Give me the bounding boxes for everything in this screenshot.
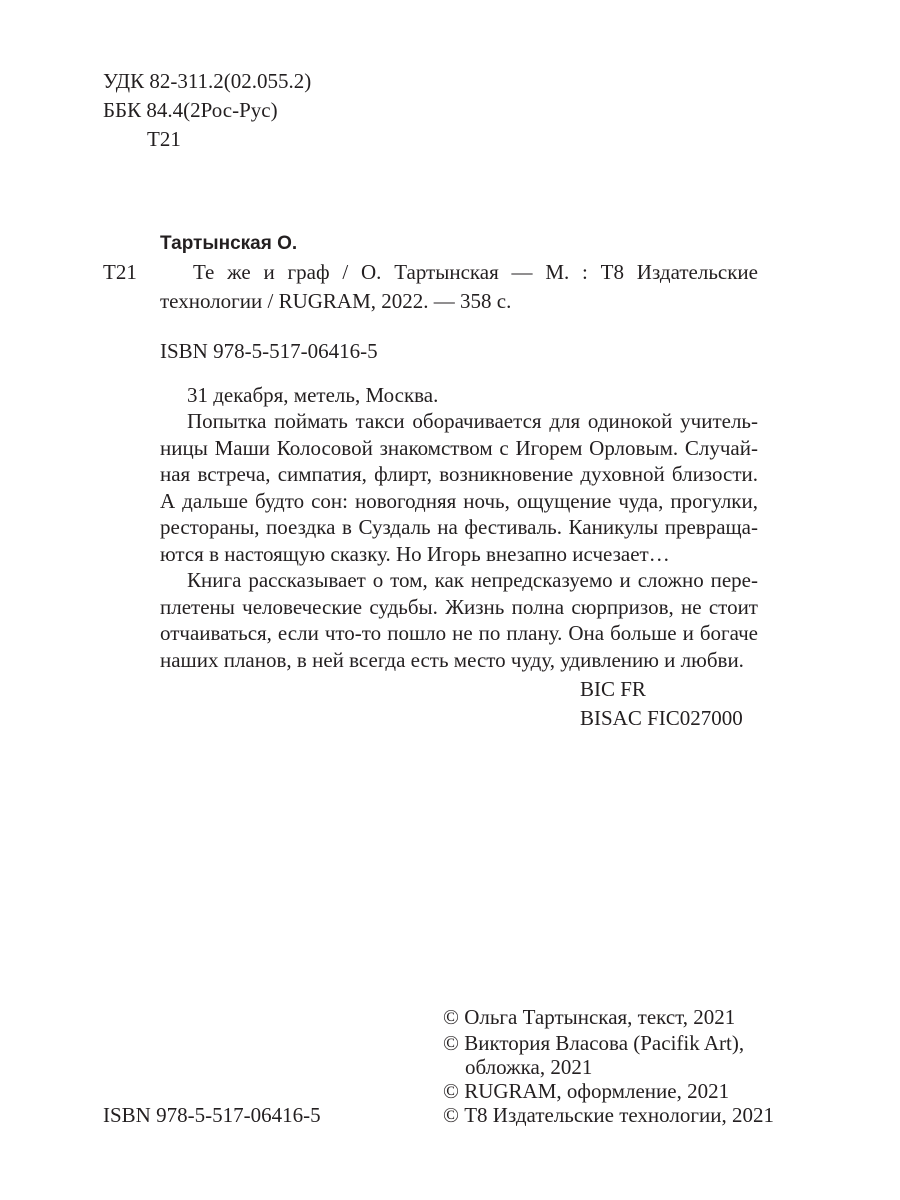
annotation-line: Книга рассказывает о том, как непредсказуемо и сложно пере-: [187, 568, 758, 592]
annotation-line: рестораны, поездка в Суздаль на фестиваль. Каникулы превраща-: [160, 515, 758, 539]
entry-description-line2: технологии / RUGRAM, 2022. — 358 с.: [160, 289, 512, 313]
entry-isbn: ISBN 978-5-517-06416-5: [160, 339, 378, 363]
copyright-2-cont: обложка, 2021: [465, 1055, 593, 1079]
bisac-code: BISAC FIC027000: [580, 706, 743, 730]
bic-code: BIC FR: [580, 677, 646, 701]
annotation-line: А дальше будто сон: новогодняя ночь, ощущение чуда, прогулки,: [160, 488, 758, 513]
annotation-line: наших планов, в ней всегда есть место чуду, удивлению и любви.: [160, 647, 744, 672]
annotation-line: 31 декабря, метель, Москва.: [187, 383, 439, 407]
annotation-paragraph-2: [160, 408, 758, 567]
udk-code: УДК 82-311.2(02.055.2): [103, 69, 312, 93]
copyright-4: © Т8 Издательские технологии, 2021: [443, 1103, 774, 1127]
entry-mark: Т21: [103, 260, 137, 284]
bbk-code: ББК 84.4(2Рос-Рус): [103, 98, 278, 122]
annotation-line: ная встреча, симпатия, флирт, возникновение духовной близости.: [160, 462, 758, 486]
annotation-line: Попытка поймать такси оборачивается для одинокой учитель-: [187, 409, 758, 433]
copyright-2: © Виктория Власова (Pacifik Art),: [443, 1031, 745, 1055]
footer-isbn: ISBN 978-5-517-06416-5: [103, 1103, 321, 1127]
entry-author: Тартынская О.: [160, 233, 298, 254]
author-mark: Т21: [147, 127, 181, 151]
entry-description-line1: Те же и граф / О. Тартынская — М. : Т8 Издательские: [193, 260, 758, 284]
annotation-line: отчаиваться, если что-то пошло не по плану. Она больше и богаче: [160, 621, 758, 645]
annotation-paragraph-3: [160, 567, 758, 673]
annotation-line: плетены человеческие судьбы. Жизнь полна сюрпризов, не стоит: [160, 594, 758, 619]
annotation-line: ницы Маши Колосовой знакомством с Игорем Орловым. Случай-: [160, 435, 758, 460]
annotation-line: ются в настоящую сказку. Но Игорь внезапно исчезает…: [160, 541, 670, 566]
copyright-1: © Ольга Тартынская, текст, 2021: [443, 1005, 736, 1029]
copyright-3: © RUGRAM, оформление, 2021: [443, 1079, 730, 1103]
annotation-paragraph-1: [160, 382, 758, 409]
